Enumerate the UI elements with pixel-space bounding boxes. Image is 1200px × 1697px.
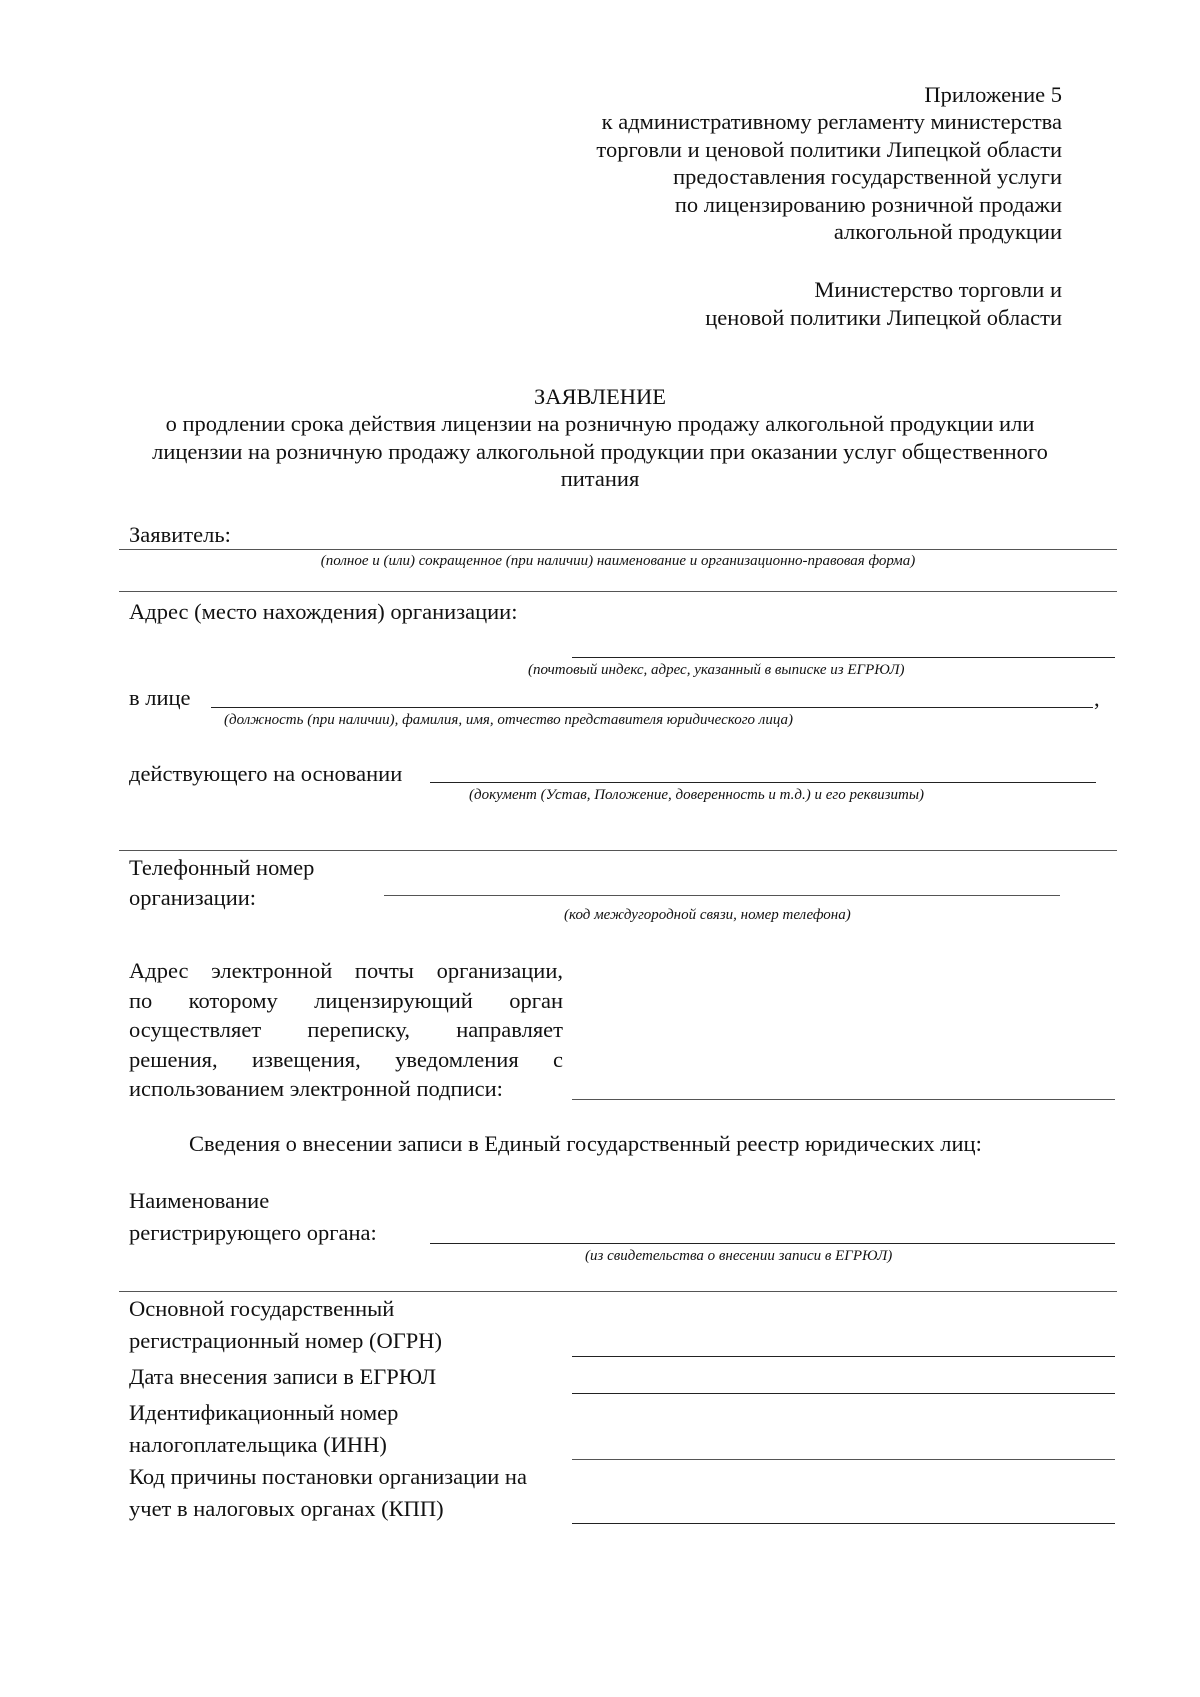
appendix-line: алкогольной продукции: [833, 219, 1062, 244]
registrar-label-line: Наименование: [129, 1188, 270, 1213]
address-field-line[interactable]: [572, 657, 1115, 658]
applicant-hint: (полное и (или) сокращенное (при наличии) наименование и организационно-правовая форма): [320, 553, 916, 569]
basis-field-line[interactable]: [430, 782, 1096, 783]
basis-label: действующего на основании: [129, 761, 403, 786]
email-label-line: использованием электронной подписи:: [129, 1076, 503, 1102]
appendix-line: Приложение 5: [924, 82, 1062, 107]
recipient-line: Министерство торговли и: [814, 277, 1062, 302]
document-subtitle-line: питания: [560, 466, 640, 491]
appendix-line: торговли и ценовой политики Липецкой области: [596, 137, 1062, 162]
document-title: ЗАЯВЛЕНИЕ: [534, 384, 666, 409]
phone-field-line[interactable]: [384, 895, 1060, 896]
inn-label-line: налогоплательщика (ИНН): [129, 1432, 387, 1457]
date-field-line[interactable]: [572, 1393, 1115, 1394]
appendix-line: по лицензированию розничной продажи: [674, 192, 1062, 217]
document-subtitle-line: о продлении срока действия лицензии на розничную продажу алкогольной продукции или: [165, 411, 1035, 436]
ogrn-label-line: Основной государственный: [129, 1296, 395, 1321]
appendix-line: предоставления государственной услуги: [673, 164, 1062, 189]
address-label: Адрес (место нахождения) организации:: [129, 599, 518, 624]
phone-hint: (код междугородной связи, номер телефона): [564, 907, 851, 923]
person-field-line[interactable]: [211, 707, 1093, 708]
recipient-line: ценовой политики Липецкой области: [705, 305, 1062, 330]
email-label: [129, 956, 563, 1104]
email-label-line: по которому лицензирующий орган: [129, 987, 563, 1013]
registrar-hint: (из свидетельства о внесении записи в ЕГРЮЛ): [585, 1248, 893, 1264]
section-divider: [119, 1291, 1117, 1292]
basis-hint: (документ (Устав, Положение, доверенность и т.д.) и его реквизиты): [469, 787, 925, 803]
appendix-line: к административному регламенту министерства: [601, 109, 1062, 134]
email-label-line: осуществляет переписку, направляет: [129, 1017, 563, 1043]
date-label: Дата внесения записи в ЕГРЮЛ: [129, 1364, 437, 1389]
kpp-field-line[interactable]: [572, 1523, 1115, 1524]
phone-label-line: Телефонный номер: [129, 855, 315, 880]
email-field-line[interactable]: [572, 1099, 1115, 1100]
egrul-heading: Сведения о внесении записи в Единый государственный реестр юридических лиц:: [189, 1131, 982, 1156]
section-divider: [119, 850, 1117, 851]
registrar-label-line: регистрирующего органа:: [129, 1220, 377, 1245]
inn-label-line: Идентификационный номер: [129, 1400, 399, 1425]
email-label-line: Адрес электронной почты организации,: [129, 958, 563, 983]
document-subtitle-line: лицензии на розничную продажу алкогольной продукции при оказании услуг общественного: [152, 439, 1048, 464]
person-label: в лице: [129, 685, 191, 710]
inn-field-line[interactable]: [572, 1459, 1115, 1460]
email-label-line: решения, извещения, уведомления с: [129, 1046, 563, 1072]
applicant-label: Заявитель:: [129, 522, 231, 547]
applicant-field-line-2[interactable]: [119, 591, 1117, 592]
kpp-label-line: Код причины постановки организации на: [129, 1464, 527, 1489]
phone-label-line: организации:: [129, 885, 257, 910]
address-hint: (почтовый индекс, адрес, указанный в выписке из ЕГРЮЛ): [528, 662, 905, 678]
kpp-label-line: учет в налоговых органах (КПП): [129, 1496, 444, 1521]
registrar-field-line[interactable]: [430, 1243, 1115, 1244]
person-hint: (должность (при наличии), фамилия, имя, отчество представителя юридического лица): [224, 712, 794, 728]
applicant-field-line[interactable]: [119, 549, 1117, 550]
ogrn-label-line: регистрационный номер (ОГРН): [129, 1328, 443, 1353]
person-comma: ,: [1094, 686, 1100, 711]
ogrn-field-line[interactable]: [572, 1356, 1115, 1357]
